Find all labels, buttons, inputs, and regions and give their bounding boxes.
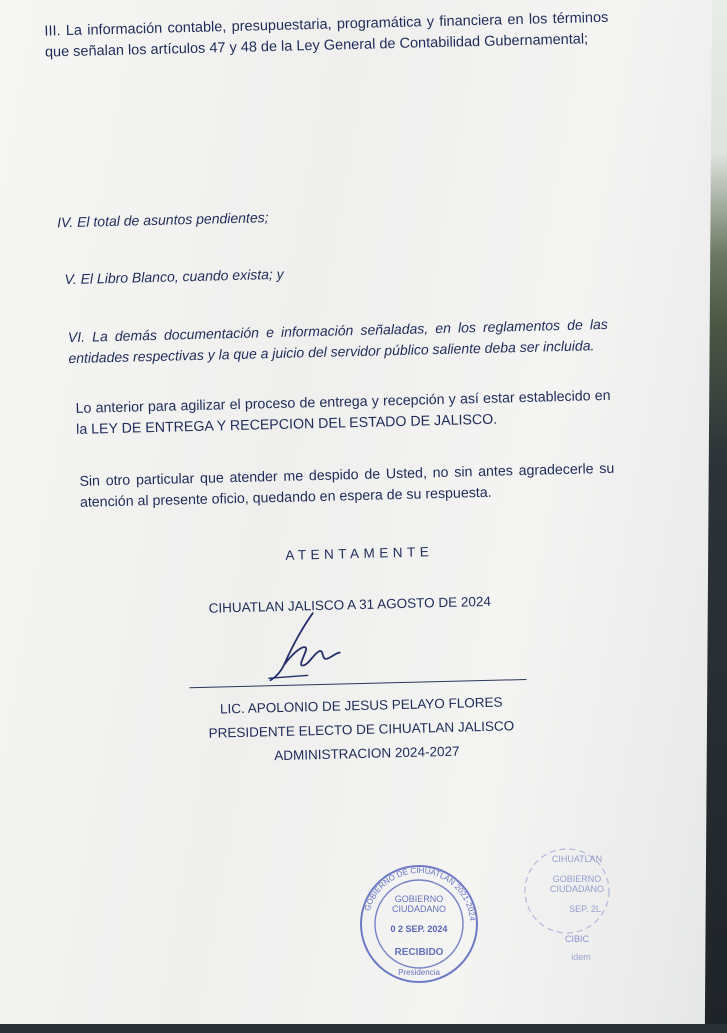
item-iv-paragraph: IV. El total de asuntos pendientes; xyxy=(56,209,269,231)
item-vi-paragraph: VI. La demás documentación e información señaladas, en los reglamentos de las entidades respectivas y la que a juicio del servidor público saliente deba ser incluida. xyxy=(67,315,608,367)
closing-salutation: ATENTAMENTE xyxy=(285,544,434,563)
stamp-ring-text: GOBIERNO DE CIHUATLÁN 2021-2024 xyxy=(362,865,477,922)
stamp-right-line1: CIHUATLAN xyxy=(551,854,603,864)
stamp-center-line1: GOBIERNO xyxy=(394,894,444,904)
stamp-right-line4: CIBIC xyxy=(564,934,589,944)
stamp-center-line2: CIUDADANO xyxy=(391,904,446,914)
stamp-right-line2: GOBIERNO xyxy=(552,874,602,884)
stamp-right-date: SEP. 2L xyxy=(569,904,601,914)
handwritten-signature xyxy=(261,608,353,685)
item-iii-paragraph: III. La información contable, presupuestaria, programática y financiera en los términos que señalan los artículos 47 y 48 de la Ley General de Contabilidad Gubernamental; xyxy=(44,9,609,61)
purpose-paragraph: Lo anterior para agilizar el proceso de entrega y recepción y así estar establecido en la LEY DE ENTREGA Y RECEPCION DEL ESTADO DE JALISCO. xyxy=(75,387,611,438)
stamp-received: RECIBIDO xyxy=(394,947,444,958)
signer-name: LIC. APOLONIO DE JESUS PELAYO FLORES xyxy=(219,694,503,717)
received-stamp-right xyxy=(512,846,622,976)
item-v-paragraph: V. El Libro Blanco, cuando exista; y xyxy=(64,265,284,288)
stamp-footer: Presidencia xyxy=(398,968,440,977)
stamp-right-line5: idem xyxy=(571,952,591,962)
closing-paragraph: Sin otro particular que atender me despido de Usted, no sin antes agradecerle su atención al presente oficio, quedando en espera de su respuesta. xyxy=(79,460,615,511)
signer-title: PRESIDENTE ELECTO DE CIHUATLAN JALISCO xyxy=(208,718,515,741)
place-date: CIHUATLAN JALISCO A 31 AGOSTO DE 2024 xyxy=(208,593,492,616)
signature-line xyxy=(190,679,527,688)
stamp-date: 0 2 SEP. 2024 xyxy=(390,924,448,934)
received-stamp-left xyxy=(355,860,483,988)
signer-administration: ADMINISTRACION 2024-2027 xyxy=(274,743,460,764)
stamp-right-line3: CIUDADANO xyxy=(549,884,604,894)
